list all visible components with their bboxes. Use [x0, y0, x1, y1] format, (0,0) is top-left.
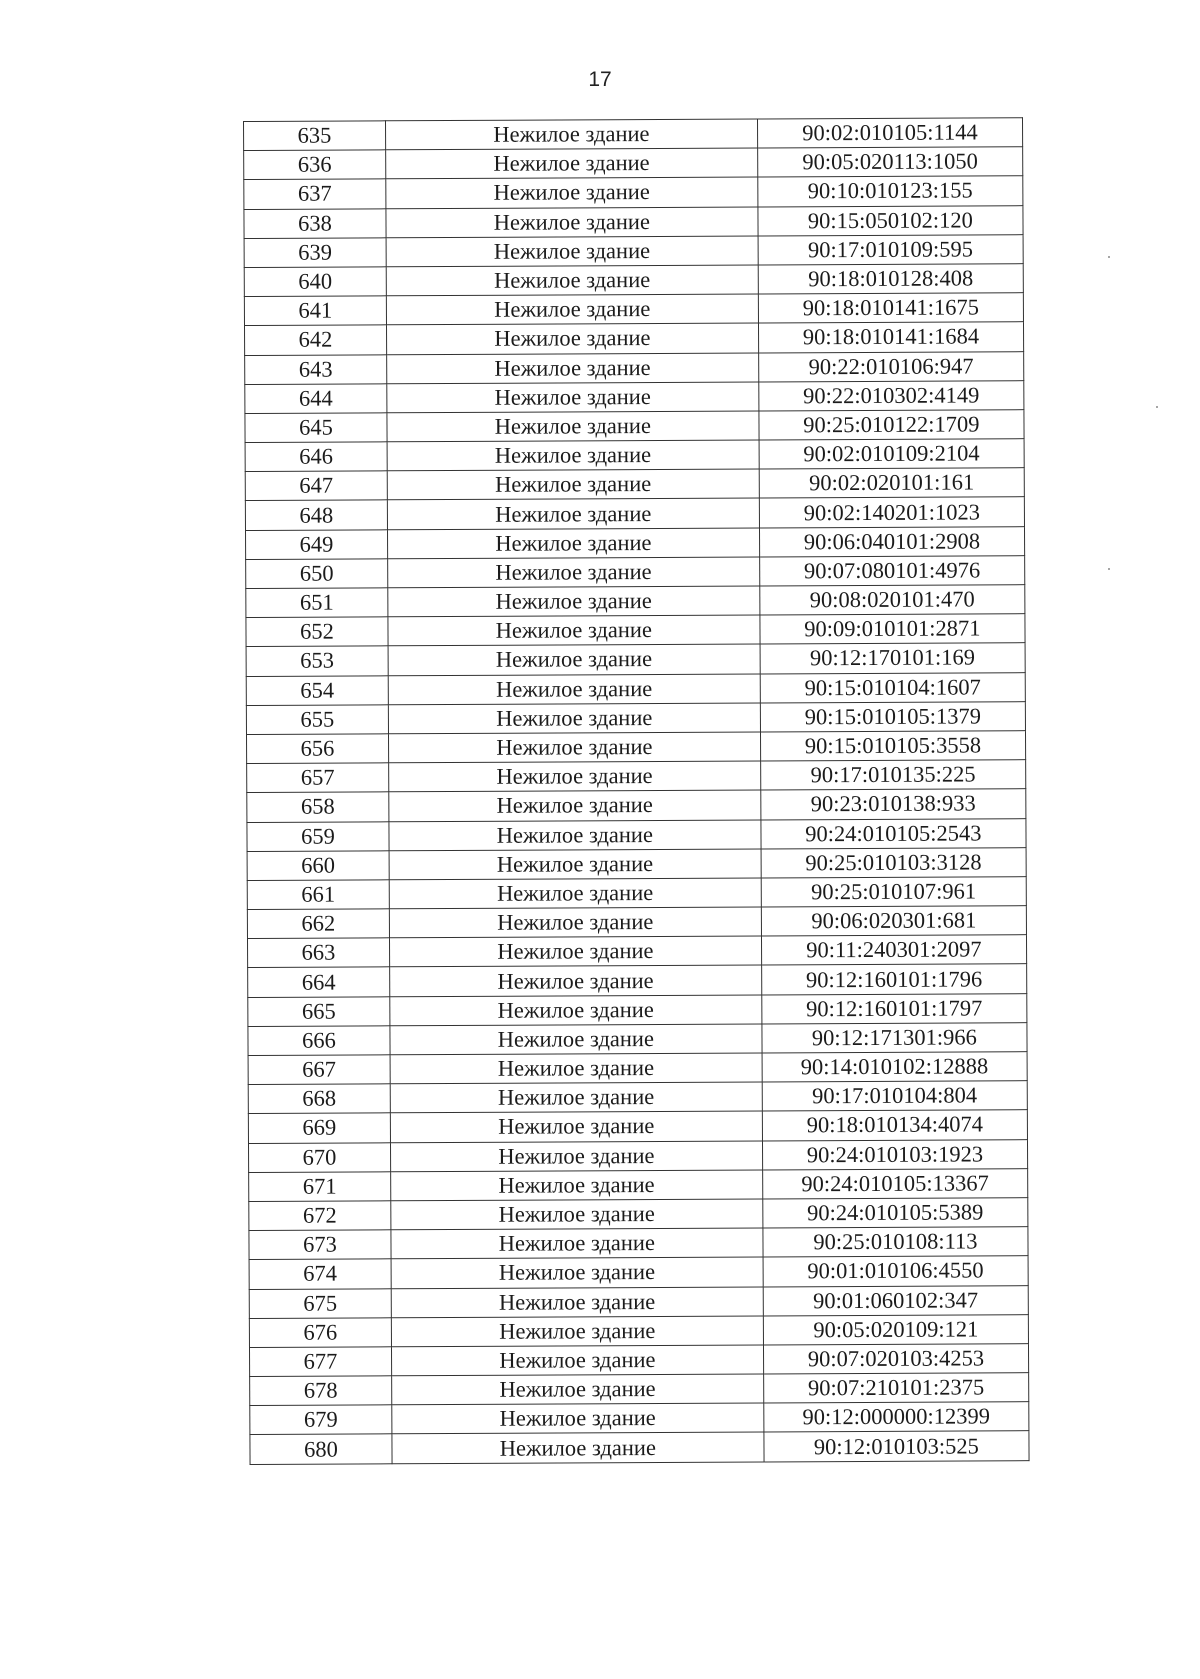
- object-type-cell: Нежилое здание: [389, 907, 761, 938]
- table-row: [244, 147, 1023, 180]
- object-type-cell: Нежилое здание: [391, 1170, 763, 1201]
- cadastral-number-cell: 90:12:170101:169: [760, 643, 1025, 673]
- row-number-cell: 640: [244, 267, 386, 297]
- row-number-cell: 655: [246, 705, 388, 735]
- object-type-cell: Нежилое здание: [390, 1053, 762, 1084]
- object-type-cell: Нежилое здание: [391, 1316, 763, 1347]
- cadastral-number-cell: 90:24:010105:5389: [763, 1198, 1028, 1228]
- cadastral-number-cell: 90:05:020109:121: [763, 1314, 1028, 1344]
- object-type-cell: Нежилое здание: [388, 732, 760, 763]
- cadastral-number-cell: 90:25:010122:1709: [759, 410, 1024, 440]
- table-row: [247, 789, 1026, 822]
- cadastral-number-cell: 90:14:010102:12888: [762, 1052, 1027, 1082]
- row-number-cell: 657: [247, 763, 389, 793]
- table-row: [247, 906, 1026, 939]
- table-row: [245, 439, 1024, 472]
- table-row: [249, 1256, 1028, 1289]
- table-row: [245, 526, 1024, 559]
- object-type-cell: Нежилое здание: [392, 1374, 764, 1405]
- row-number-cell: 636: [244, 150, 386, 180]
- scan-speck: [1108, 568, 1110, 570]
- cadastral-number-cell: 90:12:160101:1797: [762, 993, 1027, 1023]
- object-type-cell: Нежилое здание: [387, 528, 759, 559]
- table-row: [246, 672, 1025, 705]
- object-type-cell: Нежилое здание: [389, 878, 761, 909]
- object-type-cell: Нежилое здание: [390, 1111, 762, 1142]
- cadastral-number-cell: 90:01:060102:347: [763, 1285, 1028, 1315]
- table-row: [248, 1139, 1027, 1172]
- cadastral-number-cell: 90:22:010106:947: [758, 351, 1023, 381]
- row-number-cell: 666: [248, 1026, 390, 1056]
- object-type-cell: Нежилое здание: [391, 1345, 763, 1376]
- object-type-cell: Нежилое здание: [391, 1257, 763, 1288]
- cadastral-number-cell: 90:11:240301:2097: [761, 935, 1026, 965]
- cadastral-number-cell: 90:23:010138:933: [761, 789, 1026, 819]
- table-row: [245, 497, 1024, 530]
- table-row: [250, 1402, 1029, 1435]
- table-row: [248, 1052, 1027, 1085]
- row-number-cell: 669: [248, 1113, 390, 1143]
- table-row: [248, 993, 1027, 1026]
- row-number-cell: 667: [248, 1055, 390, 1085]
- table-row: [249, 1285, 1028, 1318]
- object-type-cell: Нежилое здание: [390, 995, 762, 1026]
- object-type-cell: Нежилое здание: [388, 644, 760, 675]
- table-row: [244, 264, 1023, 297]
- object-type-cell: Нежилое здание: [386, 323, 758, 354]
- row-number-cell: 664: [248, 967, 390, 997]
- table-row: [244, 234, 1023, 267]
- object-type-cell: Нежилое здание: [387, 411, 759, 442]
- row-number-cell: 646: [245, 442, 387, 472]
- cadastral-number-cell: 90:02:010105:1144: [757, 118, 1022, 148]
- table-row: [246, 555, 1025, 588]
- object-type-cell: Нежилое здание: [390, 965, 762, 996]
- cadastral-number-cell: 90:05:020113:1050: [757, 147, 1022, 177]
- object-type-cell: Нежилое здание: [391, 1286, 763, 1317]
- table-row: [248, 1110, 1027, 1143]
- object-type-cell: Нежилое здание: [388, 674, 760, 705]
- table-row: [249, 1227, 1028, 1260]
- table-row: [245, 468, 1024, 501]
- table-row: [246, 701, 1025, 734]
- cadastral-number-cell: 90:18:010141:1684: [758, 322, 1023, 352]
- cadastral-number-cell: 90:25:010107:961: [761, 877, 1026, 907]
- table-row: [247, 877, 1026, 910]
- object-type-cell: Нежилое здание: [389, 761, 761, 792]
- row-number-cell: 659: [247, 821, 389, 851]
- table-row: [250, 1373, 1029, 1406]
- table-row: [247, 847, 1026, 880]
- row-number-cell: 678: [250, 1376, 392, 1406]
- table-row: [244, 205, 1023, 238]
- cadastral-number-cell: 90:10:010123:155: [758, 176, 1023, 206]
- cadastral-number-cell: 90:07:020103:4253: [763, 1344, 1028, 1374]
- row-number-cell: 656: [246, 734, 388, 764]
- table-row: [245, 380, 1024, 413]
- object-type-cell: Нежилое здание: [389, 936, 761, 967]
- row-number-cell: 642: [245, 325, 387, 355]
- object-type-cell: Нежилое здание: [386, 148, 758, 179]
- table-row: [247, 818, 1026, 851]
- row-number-cell: 673: [249, 1230, 391, 1260]
- cadastral-number-cell: 90:09:010101:2871: [760, 614, 1025, 644]
- row-number-cell: 644: [245, 383, 387, 413]
- scan-speck: [1156, 406, 1158, 408]
- table-row: [249, 1344, 1028, 1377]
- row-number-cell: 668: [248, 1084, 390, 1114]
- row-number-cell: 652: [246, 617, 388, 647]
- row-number-cell: 661: [247, 880, 389, 910]
- object-type-cell: Нежилое здание: [387, 382, 759, 413]
- table-row: [246, 643, 1025, 676]
- cadastral-number-cell: 90:01:010106:4550: [763, 1256, 1028, 1286]
- scan-speck: [1108, 256, 1110, 258]
- cadastral-number-cell: 90:12:000000:12399: [764, 1402, 1029, 1432]
- table-row: [246, 585, 1025, 618]
- object-type-cell: Нежилое здание: [387, 352, 759, 383]
- object-type-cell: Нежилое здание: [390, 1082, 762, 1113]
- row-number-cell: 675: [249, 1288, 391, 1318]
- row-number-cell: 639: [244, 238, 386, 268]
- cadastral-number-cell: 90:08:020101:470: [760, 585, 1025, 615]
- row-number-cell: 670: [248, 1142, 390, 1172]
- object-type-cell: Нежилое здание: [392, 1432, 764, 1463]
- row-number-cell: 651: [246, 588, 388, 618]
- cadastral-number-cell: 90:06:040101:2908: [759, 526, 1024, 556]
- cadastral-number-cell: 90:18:010141:1675: [758, 293, 1023, 323]
- object-type-cell: Нежилое здание: [386, 177, 758, 208]
- table-row: [246, 731, 1025, 764]
- table-row: [249, 1168, 1028, 1201]
- object-type-cell: Нежилое здание: [388, 615, 760, 646]
- cadastral-number-cell: 90:12:010103:525: [764, 1431, 1029, 1461]
- row-number-cell: 671: [249, 1172, 391, 1202]
- cadastral-number-cell: 90:06:020301:681: [761, 906, 1026, 936]
- cadastral-number-cell: 90:02:140201:1023: [759, 497, 1024, 527]
- row-number-cell: 653: [246, 646, 388, 676]
- row-number-cell: 638: [244, 208, 386, 238]
- row-number-cell: 654: [246, 675, 388, 705]
- object-type-cell: Нежилое здание: [388, 586, 760, 617]
- row-number-cell: 643: [245, 354, 387, 384]
- object-type-cell: Нежилое здание: [386, 294, 758, 325]
- cadastral-table: [243, 117, 1030, 1464]
- cadastral-number-cell: 90:24:010103:1923: [762, 1139, 1027, 1169]
- table-row: [245, 410, 1024, 443]
- cadastral-number-cell: 90:12:160101:1796: [761, 964, 1026, 994]
- row-number-cell: 649: [245, 529, 387, 559]
- row-number-cell: 676: [249, 1317, 391, 1347]
- object-type-cell: Нежилое здание: [388, 703, 760, 734]
- object-type-cell: Нежилое здание: [387, 498, 759, 529]
- cadastral-number-cell: 90:12:171301:966: [762, 1022, 1027, 1052]
- object-type-cell: Нежилое здание: [391, 1199, 763, 1230]
- object-type-cell: Нежилое здание: [392, 1403, 764, 1434]
- table-row: [244, 176, 1023, 209]
- object-type-cell: Нежилое здание: [385, 119, 757, 150]
- table-row: [245, 351, 1024, 384]
- table-row: [249, 1314, 1028, 1347]
- cadastral-number-cell: 90:22:010302:4149: [759, 380, 1024, 410]
- table-row: [247, 760, 1026, 793]
- cadastral-number-cell: 90:07:080101:4976: [759, 555, 1024, 585]
- object-type-cell: Нежилое здание: [389, 849, 761, 880]
- table-row: [247, 935, 1026, 968]
- row-number-cell: 658: [247, 792, 389, 822]
- row-number-cell: 637: [244, 179, 386, 209]
- object-type-cell: Нежилое здание: [387, 469, 759, 500]
- object-type-cell: Нежилое здание: [389, 790, 761, 821]
- row-number-cell: 663: [247, 938, 389, 968]
- cadastral-number-cell: 90:25:010103:3128: [761, 847, 1026, 877]
- object-type-cell: Нежилое здание: [389, 819, 761, 850]
- object-type-cell: Нежилое здание: [388, 557, 760, 588]
- cadastral-number-cell: 90:25:010108:113: [763, 1227, 1028, 1257]
- cadastral-number-cell: 90:18:010128:408: [758, 264, 1023, 294]
- row-number-cell: 680: [250, 1434, 392, 1464]
- cadastral-number-cell: 90:02:020101:161: [759, 468, 1024, 498]
- cadastral-number-cell: 90:24:010105:2543: [761, 818, 1026, 848]
- table-row: [246, 614, 1025, 647]
- cadastral-number-cell: 90:17:010104:804: [762, 1081, 1027, 1111]
- object-type-cell: Нежилое здание: [387, 440, 759, 471]
- cadastral-number-cell: 90:18:010134:4074: [762, 1110, 1027, 1140]
- row-number-cell: 662: [247, 909, 389, 939]
- table-body: [244, 118, 1030, 1464]
- table-row: [248, 964, 1027, 997]
- object-type-cell: Нежилое здание: [386, 265, 758, 296]
- row-number-cell: 648: [245, 500, 387, 530]
- object-type-cell: Нежилое здание: [386, 207, 758, 238]
- cadastral-number-cell: 90:15:050102:120: [758, 205, 1023, 235]
- row-number-cell: 674: [249, 1259, 391, 1289]
- row-number-cell: 650: [246, 559, 388, 589]
- cadastral-number-cell: 90:15:010105:1379: [760, 701, 1025, 731]
- table-row: [248, 1022, 1027, 1055]
- cadastral-number-cell: 90:02:010109:2104: [759, 439, 1024, 469]
- row-number-cell: 645: [245, 413, 387, 443]
- row-number-cell: 660: [247, 850, 389, 880]
- cadastral-number-cell: 90:17:010135:225: [760, 760, 1025, 790]
- object-type-cell: Нежилое здание: [390, 1024, 762, 1055]
- page-number: 17: [588, 68, 612, 91]
- cadastral-number-cell: 90:15:010104:1607: [760, 672, 1025, 702]
- cadastral-number-cell: 90:07:210101:2375: [763, 1373, 1028, 1403]
- row-number-cell: 677: [249, 1347, 391, 1377]
- row-number-cell: 672: [249, 1201, 391, 1231]
- table-row: [248, 1081, 1027, 1114]
- object-type-cell: Нежилое здание: [390, 1141, 762, 1172]
- row-number-cell: 635: [244, 121, 386, 151]
- table-row: [250, 1431, 1029, 1464]
- object-type-cell: Нежилое здание: [386, 236, 758, 267]
- row-number-cell: 679: [250, 1405, 392, 1435]
- row-number-cell: 647: [245, 471, 387, 501]
- row-number-cell: 665: [248, 996, 390, 1026]
- table-row: [244, 118, 1023, 151]
- object-type-cell: Нежилое здание: [391, 1228, 763, 1259]
- table-row: [245, 322, 1024, 355]
- cadastral-number-cell: 90:15:010105:3558: [760, 731, 1025, 761]
- row-number-cell: 641: [244, 296, 386, 326]
- cadastral-number-cell: 90:24:010105:13367: [762, 1168, 1027, 1198]
- table-row: [244, 293, 1023, 326]
- cadastral-number-cell: 90:17:010109:595: [758, 234, 1023, 264]
- table-row: [249, 1198, 1028, 1231]
